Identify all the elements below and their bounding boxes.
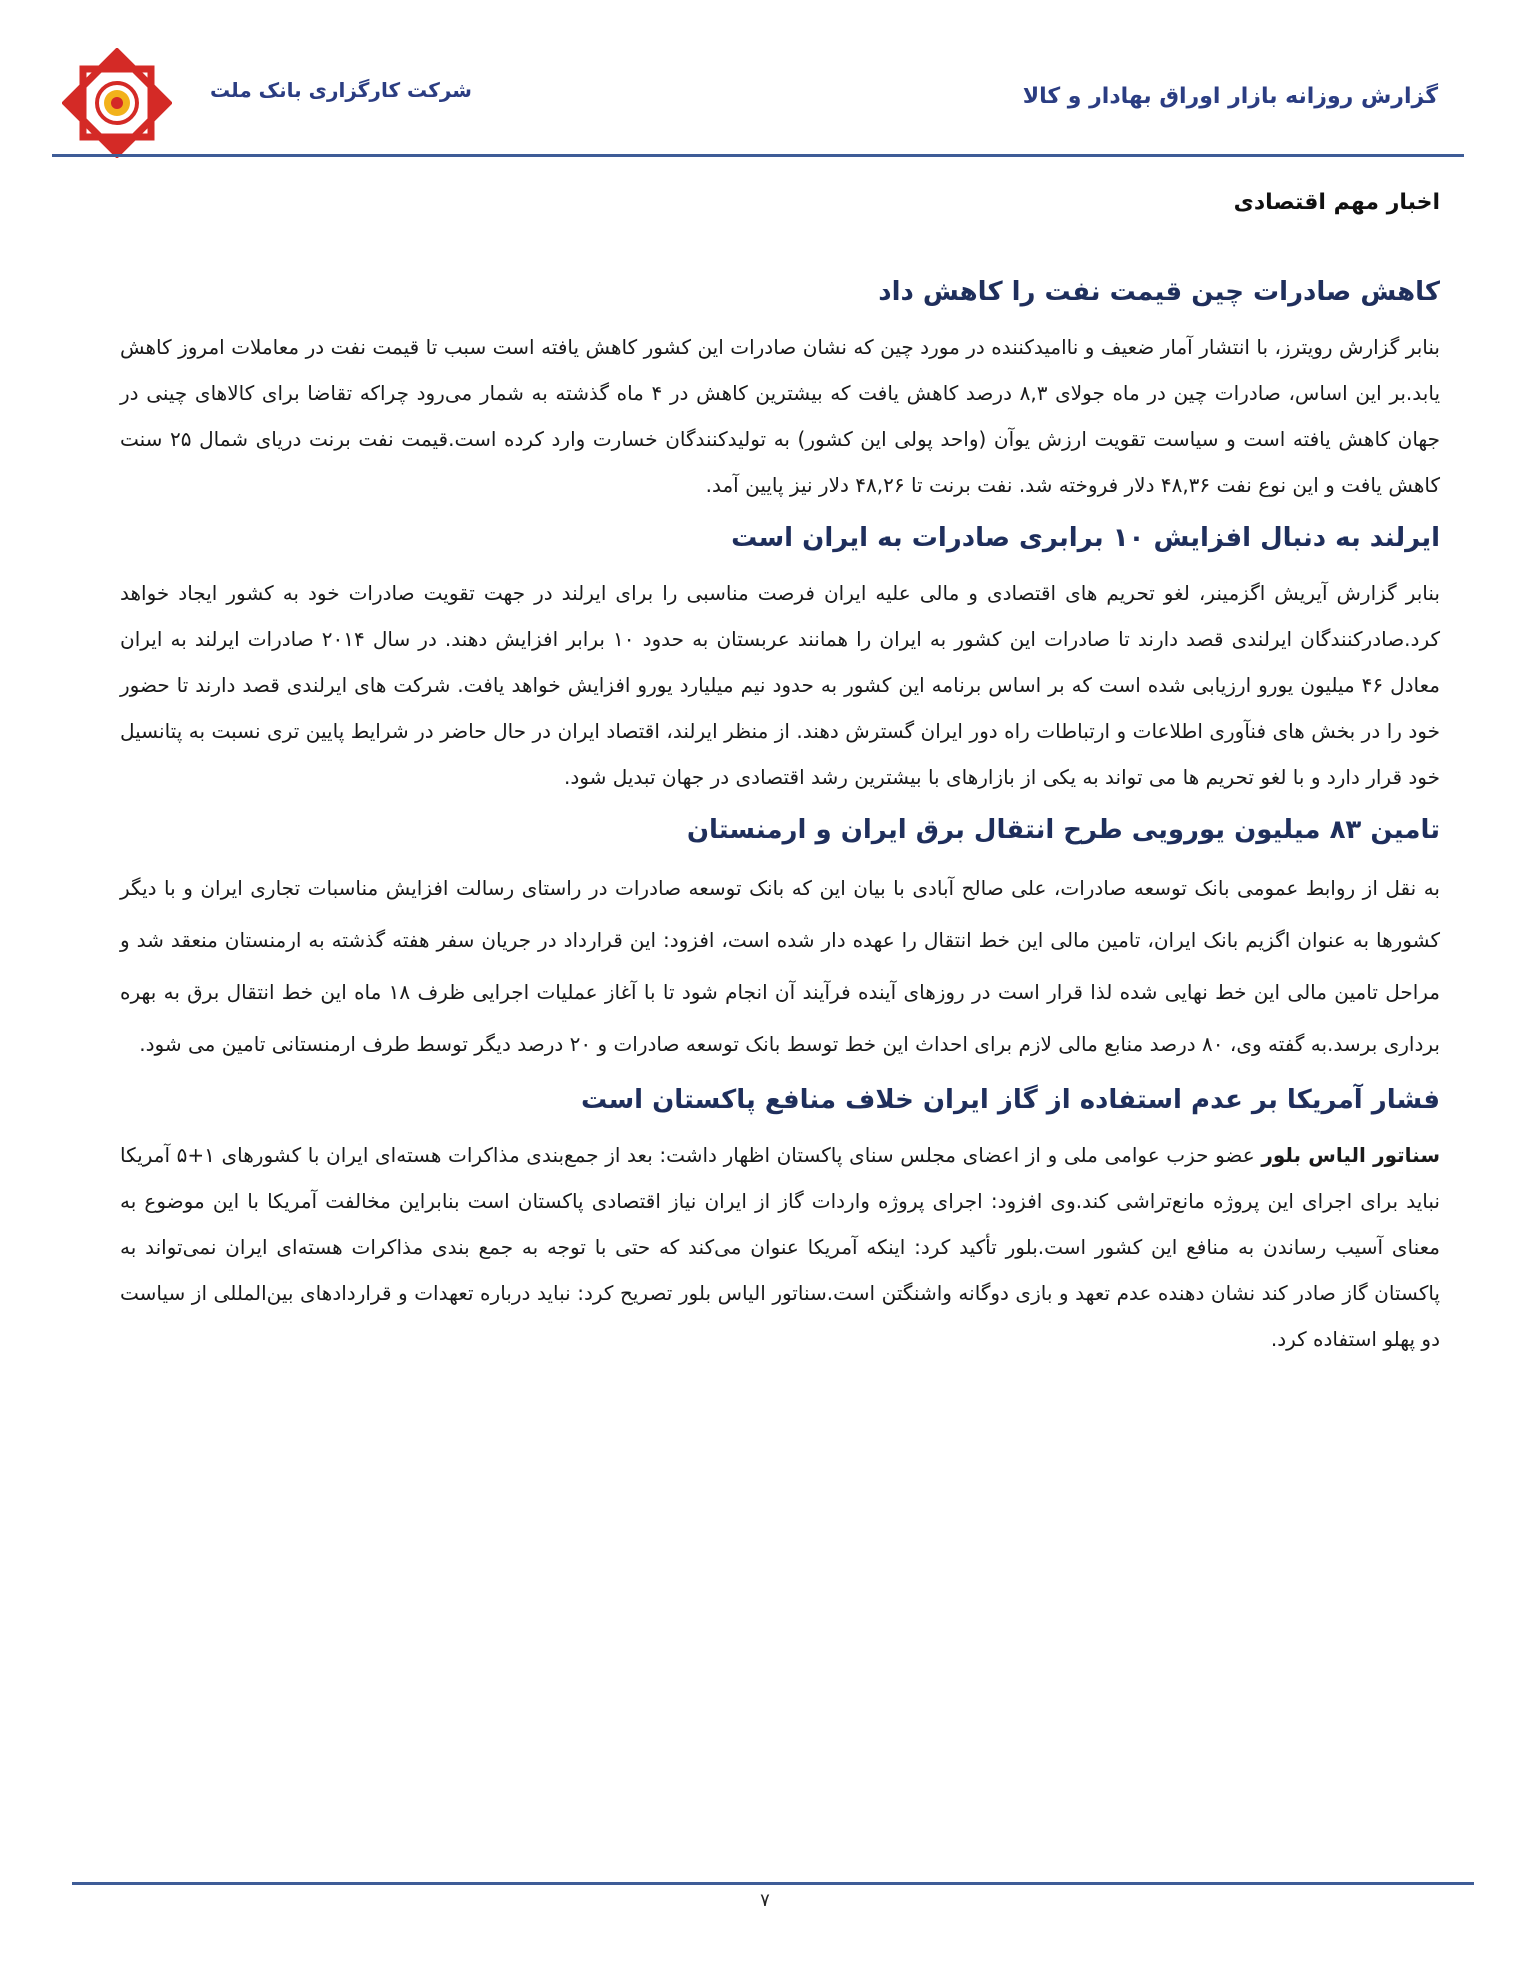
article-headline: فشار آمریکا بر عدم استفاده از گاز ایران خلاف منافع پاکستان است [581, 1085, 1440, 1115]
article-headline: تامین ۸۳ میلیون یورویی طرح انتقال برق ایران و ارمنستان [686, 815, 1440, 845]
article [120, 1078, 1440, 1362]
section-label: اخبار مهم اقتصادی [1233, 190, 1440, 215]
header-divider [52, 154, 1464, 157]
article [120, 516, 1440, 800]
article-headline: ایرلند به دنبال افزایش ۱۰ برابری صادرات به ایران است [731, 523, 1440, 553]
company-name: شرکت کارگزاری بانک ملت [210, 78, 472, 102]
article-headline: کاهش صادرات چین قیمت نفت را کاهش داد [878, 277, 1440, 307]
article-list [120, 270, 1440, 1370]
article [120, 270, 1440, 508]
bank-mellat-logo-icon [62, 48, 172, 158]
article-body-wrapper [120, 1132, 1440, 1362]
page-number: ۷ [760, 1890, 770, 1911]
article-body: عضو حزب عوامی ملی و از اعضای مجلس سنای پاکستان اظهار داشت: بعد از جمع‌بندی مذاکرات هسته‌ای ایران با کشورهای ۱+۵ آمریکا نباید برای اجرای این پروژه مانع‌تراشی کند.وی افزود: اجرای پروژه واردات گاز از ایران نیاز اقتصادی پاکستان است بنابراین مخالفت آمریکا با این موضوع به معنای آسیب رساندن به منافع این کشور است.بلور تأکید کرد: اینکه آمریکا عنوان می‌کند که حتی با توجه به جمع بندی مذاکرات هسته‌ای ایران نمی‌تواند به پاکستان گاز صادر کند نشان دهنده عدم تعهد و بازی دوگانه واشنگتن است.سناتور الیاس بلور تصریح کرد: نباید درباره تعهدات و قراردادهای بین‌المللی از سیاست دو پهلو استفاده کرد. [120, 1143, 1440, 1351]
article-lead-name: سناتور الیاس بلور [1261, 1143, 1441, 1167]
report-title: گزارش روزانه بازار اوراق بهادار و کالا [1022, 84, 1438, 109]
article [120, 808, 1440, 1070]
article-body: بنابر گزارش رویترز، با انتشار آمار ضعیف و ناامیدکننده در مورد چین که نشان صادرات این کشور کاهش یافته است سبب تا قیمت نفت در معاملات امروز کاهش یابد.بر این اساس، صادرات چین در ماه جولای ۸,۳ درصد کاهش یافت که بیشترین کاهش در ۴ ماه گذشته به شمار می‌رود چراکه تقاضا برای کالاهای چینی در جهان کاهش یافته است و سیاست تقویت ارزش یوآن (واحد پولی این کشور) به تولیدکنندگان خسارت وارد کرده است.قیمت نفت برنت دریای شمال ۲۵ سنت کاهش یافت و این نوع نفت ۴۸,۳۶ دلار فروخته شد. نفت برنت تا ۴۸,۲۶ دلار نیز پایین آمد. [120, 335, 1441, 497]
article-body: بنابر گزارش آیریش اگزمینر، لغو تحریم های اقتصادی و مالی علیه ایران فرصت مناسبی را برای ایرلند در جهت تقویت صادرات خود به کشور ایجاد خواهد کرد.صادرکنندگان ایرلندی قصد دارند تا صادرات این کشور به ایران را همانند عربستان به حدود ۱۰ برابر افزایش دهند. در سال ۲۰۱۴ صادرات ایرلند به ایران معادل ۴۶ میلیون یورو ارزیابی شده است که بر اساس برنامه این کشور به حدود نیم میلیارد یورو افزایش خواهد یافت. شرکت های ایرلندی قصد دارند تا حضور خود را در بخش های فنآوری اطلاعات و ارتباطات راه دور ایران گسترش دهند. از منظر ایرلند، اقتصاد ایران در حال حاضر در شرایط پایین تری نسبت به پتانسیل خود قرار دارد و با لغو تحریم ها می تواند به یکی از بازارهای با بیشترین رشد اقتصادی در جهان تبدیل شود. [120, 581, 1440, 789]
article-body: به نقل از روابط عمومی بانک توسعه صادرات، علی صالح آبادی با بیان این که بانک توسعه صادرات در راستای رسالت افزایش مناسبات تجاری ایران و با دیگر کشورها به عنوان اگزیم بانک ایران، تامین مالی این خط انتقال را عهده دار شده است، افزود: این قرارداد در جریان سفر هفته گذشته به ارمنستان منعقد شد و مراحل تامین مالی این خط نهایی شده لذا قرار است در روزهای آینده فرآیند آن انجام شود تا با آغاز عملیات اجرایی ظرف ۱۸ ماه این خط انتقال برق به بهره برداری برسد.به گفته وی، ۸۰ درصد منابع مالی لازم برای احداث این خط توسط بانک توسعه صادرات و ۲۰ درصد دیگر توسط طرف ارمنستانی تامین می شود. [120, 876, 1441, 1056]
footer-divider [72, 1882, 1474, 1885]
